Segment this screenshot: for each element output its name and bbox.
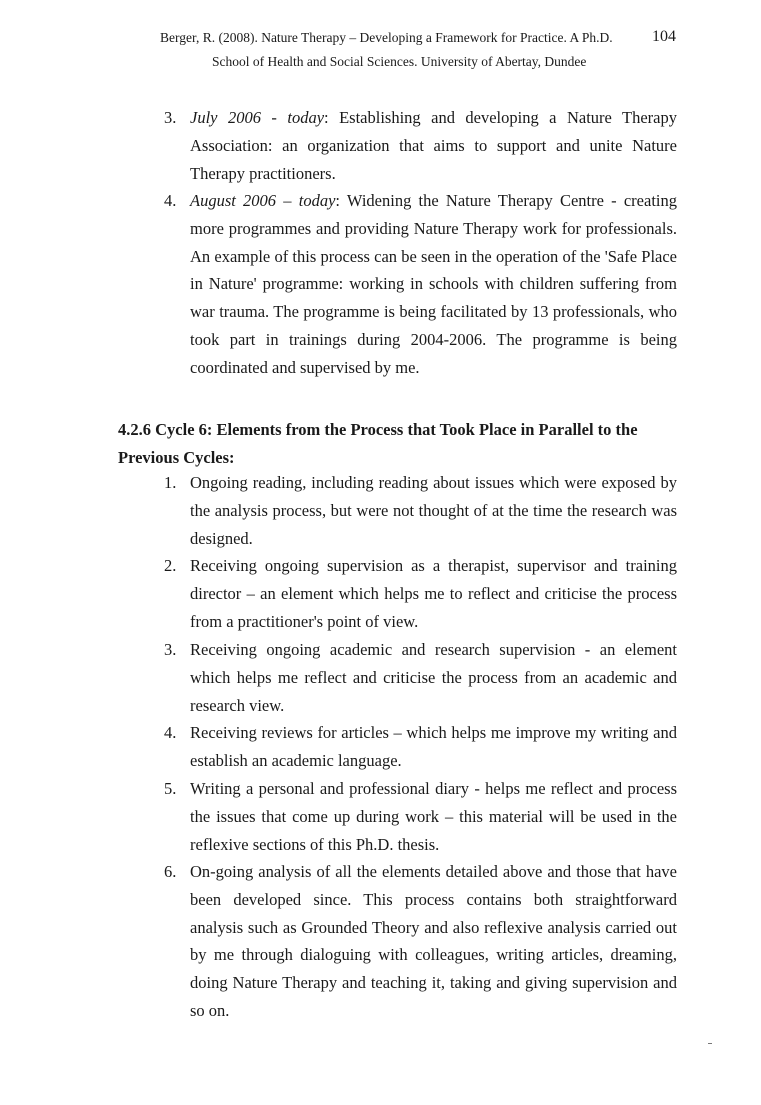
list-item-number: 1.	[164, 473, 177, 492]
list-item-date: July 2006 - today	[190, 108, 325, 127]
list-item-body: : Establishing and developing a Nature Therapy Association: an organization that aims to support and unite Nature Therapy practitioners.	[190, 108, 677, 183]
header-citation: Berger, R. (2008). Nature Therapy – Developing a Framework for Practice. A Ph.D.	[160, 30, 613, 45]
list-item-number: 4.	[164, 191, 177, 210]
page-number: 104	[652, 28, 676, 45]
list-item-text: Receiving reviews for articles – which helps me improve my writing and establish an academic language.	[190, 723, 677, 770]
list-item-number: 2.	[164, 556, 177, 575]
header-institution: School of Health and Social Sciences. University of Abertay, Dundee	[212, 54, 587, 69]
list-item-text: Receiving ongoing academic and research supervision - an element which helps me reflect and criticise the process from an academic and research view.	[190, 640, 677, 715]
margin-mark	[708, 1043, 712, 1044]
list-item-number: 4.	[164, 723, 177, 742]
list-item-number: 5.	[164, 779, 177, 798]
list-item-text	[190, 187, 677, 382]
list-item-body: : Widening the Nature Therapy Centre - creating more programmes and providing Nature Therapy work for professionals. An example of this process can be seen in the operation of the 'Safe Place in Nature' programme: working in schools with children suffering from war trauma. The programme is being facilitated by 13 professionals, who took part in trainings during 2004-2006. The programme is being coordinated and supervised by me.	[190, 191, 677, 377]
section-heading: 4.2.6 Cycle 6: Elements from the Process that Took Place in Parallel to the Previous Cycles:	[118, 420, 638, 467]
list-item-date: August 2006 – today	[190, 191, 336, 210]
list-item-text: Writing a personal and professional diary - helps me reflect and process the issues that come up during work – this material will be used in the reflexive sections of this Ph.D. thesis.	[190, 779, 677, 854]
list-item-text	[190, 104, 677, 187]
list-item-number: 3.	[164, 640, 177, 659]
list-item-number: 3.	[164, 108, 177, 127]
list-item-number: 6.	[164, 862, 177, 881]
list-item-text: Receiving ongoing supervision as a therapist, supervisor and training director – an element which helps me to reflect and criticise the process from a practitioner's point of view.	[190, 556, 677, 631]
list-item-text: Ongoing reading, including reading about issues which were exposed by the analysis process, but were not thought of at the time the research was designed.	[190, 473, 677, 548]
list-item-text: On-going analysis of all the elements detailed above and those that have been developed since. This process contains both straightforward analysis such as Grounded Theory and also reflexive analysis carried out by me through dialoguing with colleagues, writing articles, dreaming, doing Nature Therapy and teaching it, taking and giving supervision and so on.	[190, 862, 677, 1020]
